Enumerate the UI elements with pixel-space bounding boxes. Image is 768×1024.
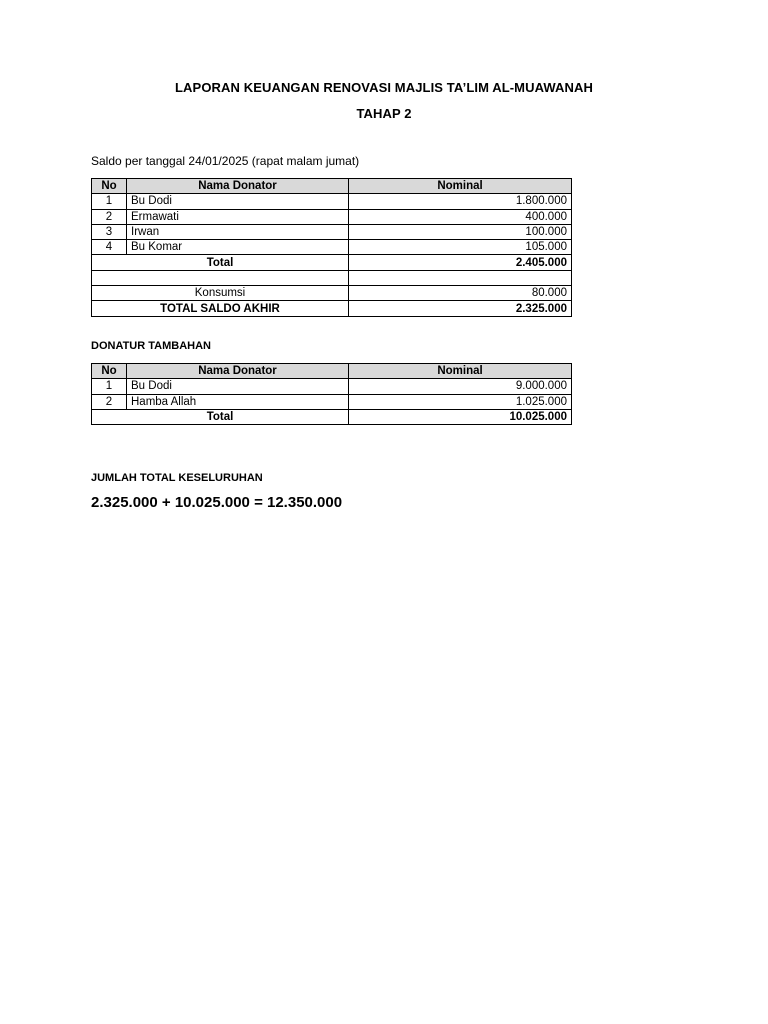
table-row xyxy=(92,394,572,409)
grand-total-formula: 2.325.000 + 10.025.000 = 12.350.000 xyxy=(91,494,343,511)
grand-total-caption: JUMLAH TOTAL KESELURUHAN xyxy=(91,472,263,484)
saldo-akhir-label: TOTAL SALDO AKHIR xyxy=(92,301,349,316)
table-header-row xyxy=(92,179,572,194)
row-nominal: 9.000.000 xyxy=(349,379,572,394)
konsumsi-row xyxy=(92,286,572,301)
table-row xyxy=(92,209,572,224)
row-no: 2 xyxy=(92,209,127,224)
saldo-akhir-value: 2.325.000 xyxy=(349,301,572,316)
row-nominal: 400.000 xyxy=(349,209,572,224)
total-value: 10.025.000 xyxy=(349,409,572,424)
header-name: Nama Donator xyxy=(127,364,349,379)
total-label: Total xyxy=(92,409,349,424)
saldo-caption: Saldo per tanggal 24/01/2025 (rapat malam jumat) xyxy=(91,154,360,168)
row-name: Hamba Allah xyxy=(127,394,349,409)
table-row xyxy=(92,194,572,209)
report-subtitle: TAHAP 2 xyxy=(356,106,412,121)
total-value: 2.405.000 xyxy=(349,255,572,270)
row-no: 4 xyxy=(92,240,127,255)
header-nominal: Nominal xyxy=(349,364,572,379)
row-no: 1 xyxy=(92,194,127,209)
table-row xyxy=(92,240,572,255)
empty-cell xyxy=(349,270,572,285)
empty-cell xyxy=(92,270,349,285)
header-no: No xyxy=(92,179,127,194)
row-name: Irwan xyxy=(127,224,349,239)
row-nominal: 105.000 xyxy=(349,240,572,255)
row-nominal: 1.800.000 xyxy=(349,194,572,209)
konsumsi-label: Konsumsi xyxy=(92,286,349,301)
additional-donor-table xyxy=(91,363,572,425)
row-name: Bu Dodi xyxy=(127,379,349,394)
header-name: Nama Donator xyxy=(127,179,349,194)
empty-row xyxy=(92,270,572,285)
row-nominal: 100.000 xyxy=(349,224,572,239)
row-name: Ermawati xyxy=(127,209,349,224)
table-header-row xyxy=(92,364,572,379)
saldo-akhir-row xyxy=(92,301,572,316)
header-nominal: Nominal xyxy=(349,179,572,194)
total-row xyxy=(92,255,572,270)
table-row xyxy=(92,379,572,394)
row-nominal: 1.025.000 xyxy=(349,394,572,409)
konsumsi-value: 80.000 xyxy=(349,286,572,301)
total-row xyxy=(92,409,572,424)
table-row xyxy=(92,224,572,239)
tambahan-caption: DONATUR TAMBAHAN xyxy=(91,340,211,352)
header-no: No xyxy=(92,364,127,379)
row-no: 3 xyxy=(92,224,127,239)
row-name: Bu Dodi xyxy=(127,194,349,209)
row-no: 2 xyxy=(92,394,127,409)
row-no: 1 xyxy=(92,379,127,394)
total-label: Total xyxy=(92,255,349,270)
report-title: LAPORAN KEUANGAN RENOVASI MAJLIS TA’LIM AL-MUAWANAH xyxy=(175,80,593,95)
row-name: Bu Komar xyxy=(127,240,349,255)
donor-table xyxy=(91,178,572,317)
